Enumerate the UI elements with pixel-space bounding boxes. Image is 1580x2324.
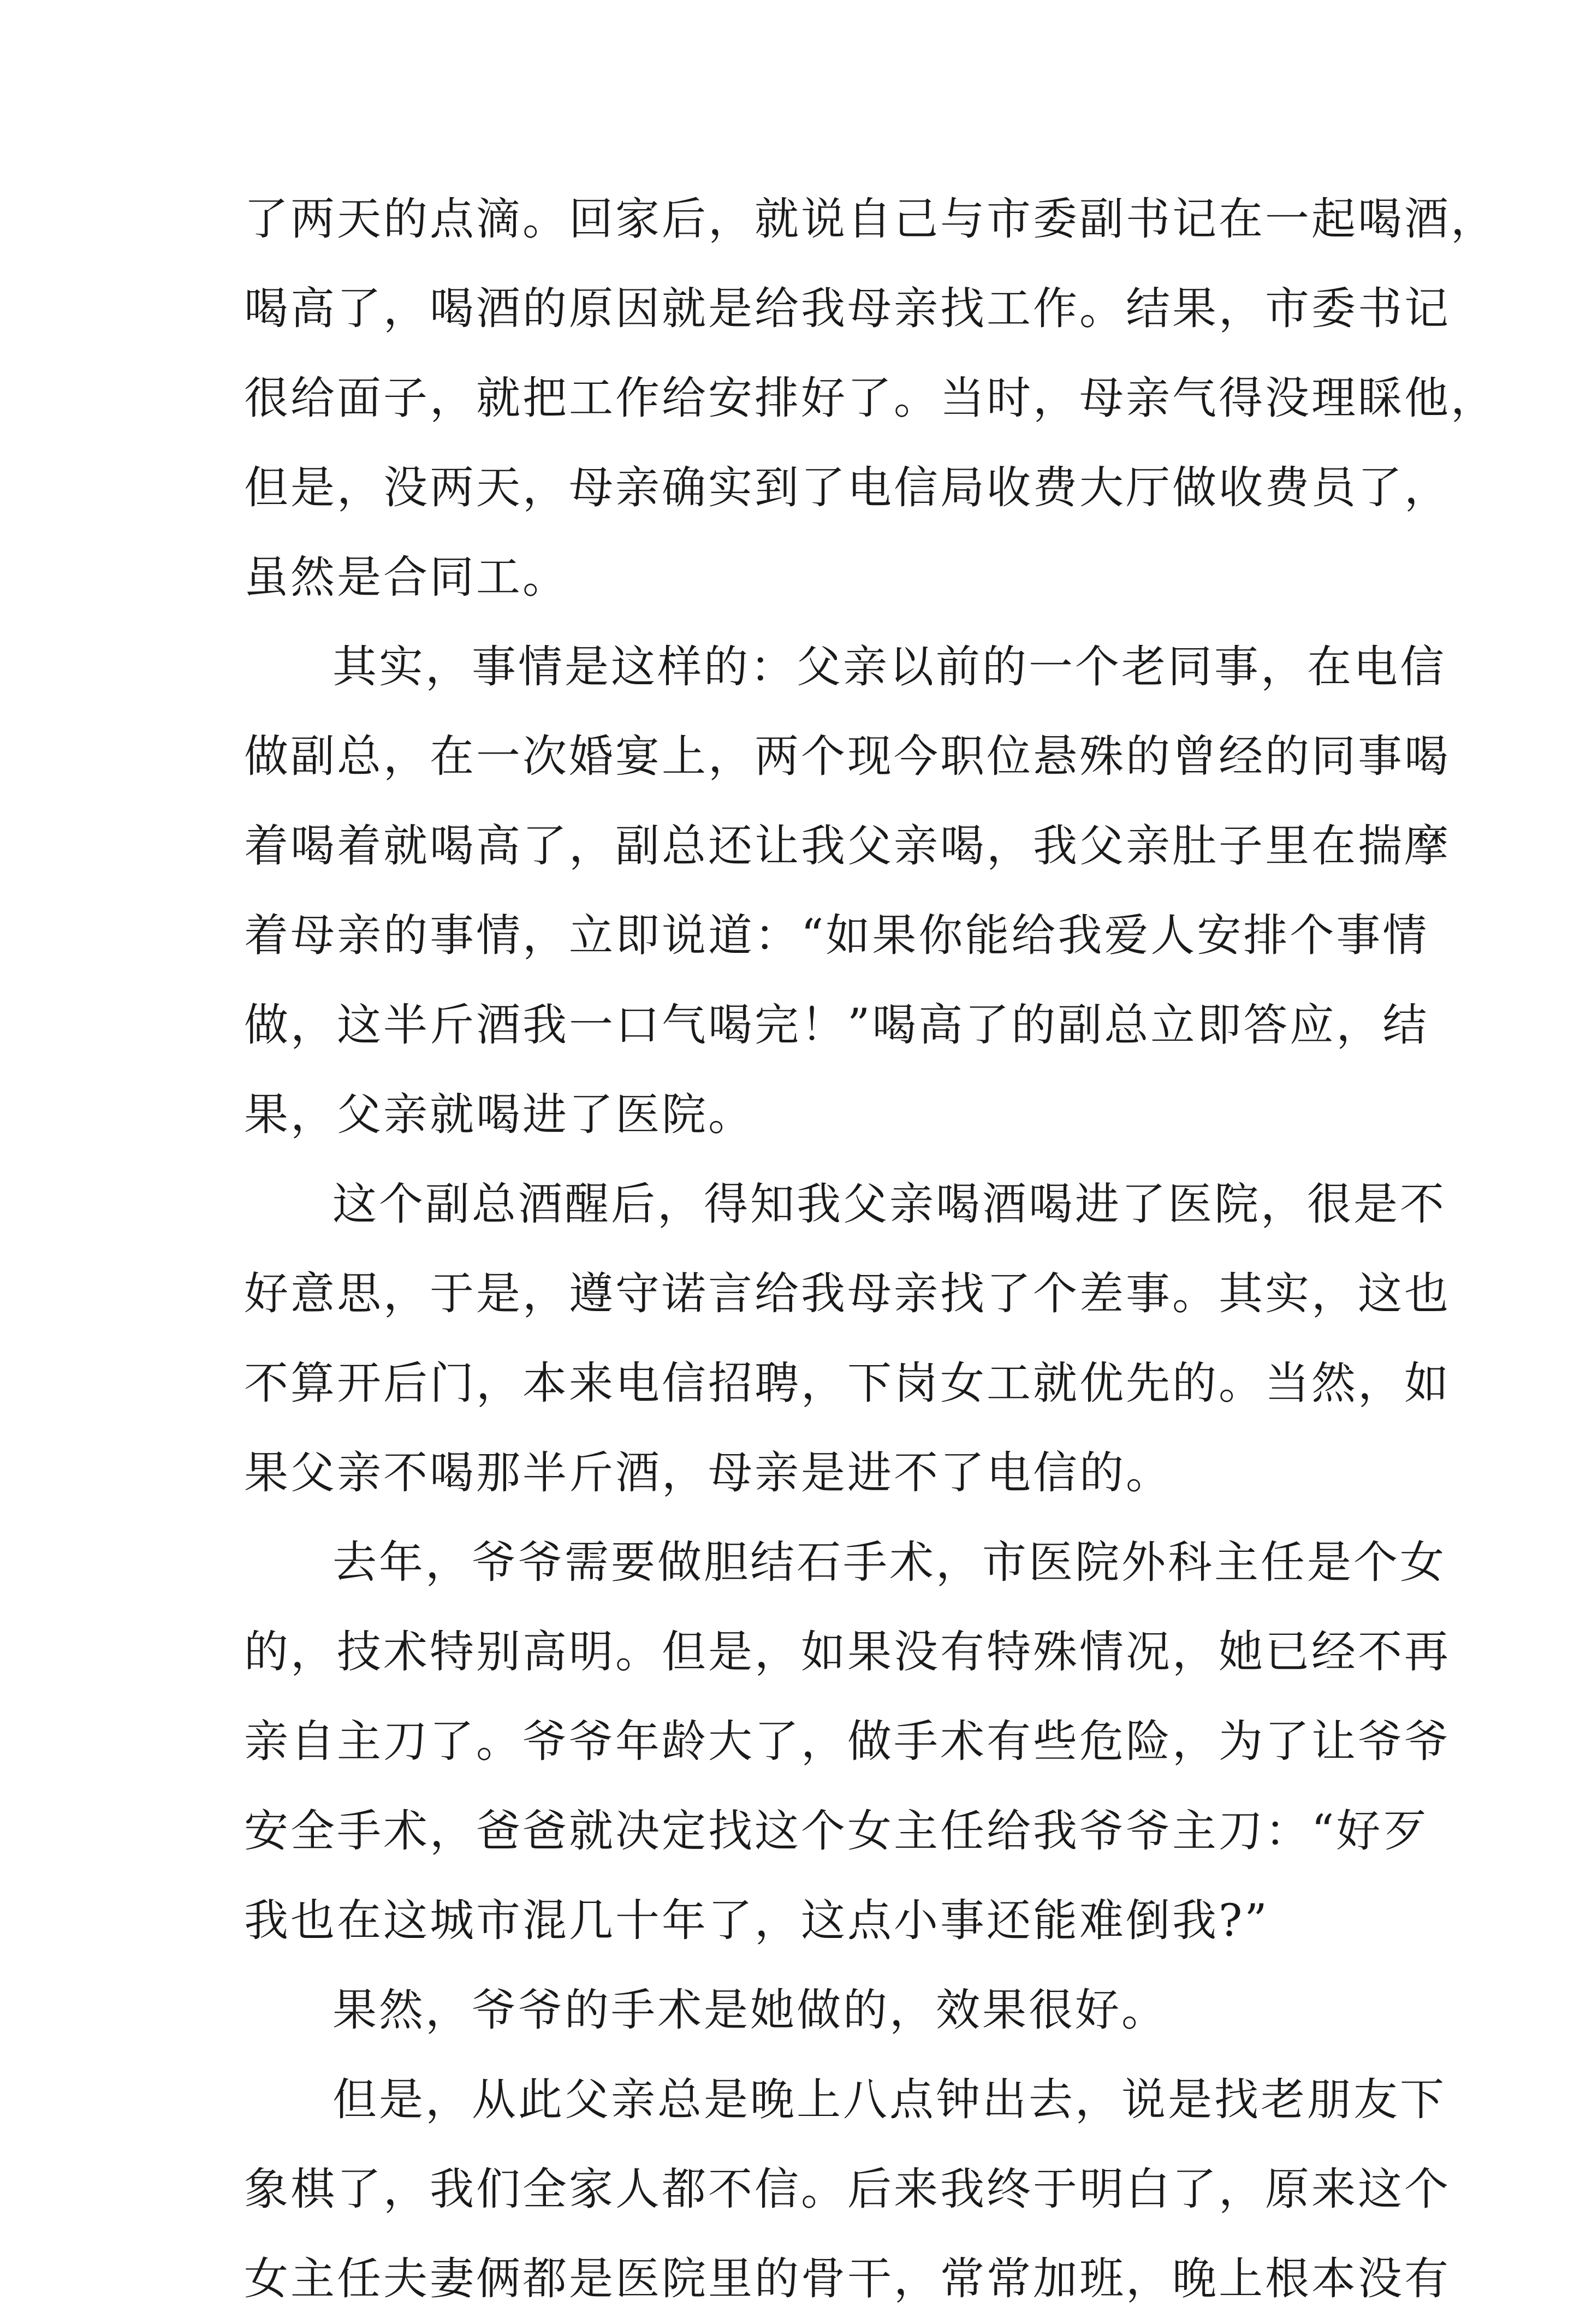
- text-line: 安全手术，爸爸就决定找这个女主任给我爷爷主刀：“好歹: [244, 1806, 1429, 1857]
- text-line: 我也在这城市混几十年了，这点小事还能难倒我?”: [244, 1895, 1269, 1947]
- paragraph-first-line: 这个副总酒醒后，得知我父亲喝酒喝进了医院，很是不: [332, 1179, 1447, 1230]
- text-line: 好意思，于是，遵守诺言给我母亲找了个差事。其实，这也: [244, 1268, 1451, 1320]
- text-line: 果父亲不喝那半斤酒，母亲是进不了电信的。: [244, 1448, 1173, 1499]
- paragraph-first-line: 其实，事情是这样的：父亲以前的一个老同事，在电信: [332, 642, 1447, 693]
- text-line: 女主任夫妻俩都是医院里的骨干，常常加班，晚上根本没有: [244, 2254, 1451, 2305]
- text-line: 不算开后门，本来电信招聘，下岗女工就优先的。当然，如: [244, 1358, 1451, 1409]
- paragraph-first-line: 去年，爷爷需要做胆结石手术，市医院外科主任是个女: [332, 1537, 1447, 1588]
- text-line: 了两天的点滴。回家后，就说自己与市委副书记在一起喝酒，: [244, 194, 1498, 245]
- text-line: 但是，没两天，母亲确实到了电信局收费大厅做收费员了，: [244, 463, 1451, 514]
- text-line: 着喝着就喝高了，副总还让我父亲喝，我父亲肚子里在揣摩: [244, 821, 1451, 872]
- text-line: 做副总，在一次婚宴上，两个现今职位悬殊的曾经的同事喝: [244, 731, 1451, 782]
- paragraph-first-line: 但是，从此父亲总是晚上八点钟出去，说是找老朋友下: [332, 2074, 1447, 2126]
- paragraph-first-line: 果然，爷爷的手术是她做的，效果很好。: [332, 1985, 1168, 2036]
- text-line: 很给面子，就把工作给安排好了。当时，母亲气得没理睬他，: [244, 373, 1498, 424]
- text-line: 象棋了，我们全家人都不信。后来我终于明白了，原来这个: [244, 2164, 1451, 2215]
- text-line: 喝高了，喝酒的原因就是给我母亲找工作。结果，市委书记: [244, 283, 1451, 335]
- text-line: 亲自主刀了。爷爷年龄大了，做手术有些危险，为了让爷爷: [244, 1716, 1451, 1768]
- text-line: 虽然是合同工。: [244, 552, 569, 603]
- text-line: 着母亲的事情，立即说道：“如果你能给我爱人安排个事情: [244, 910, 1429, 962]
- text-line: 的，技术特别高明。但是，如果没有特殊情况，她已经不再: [244, 1627, 1451, 1678]
- text-line: 果，父亲就喝进了医院。: [244, 1089, 755, 1141]
- body-text: [244, 175, 1498, 2324]
- text-line: 做，这半斤酒我一口气喝完！”喝高了的副总立即答应，结: [244, 1000, 1429, 1051]
